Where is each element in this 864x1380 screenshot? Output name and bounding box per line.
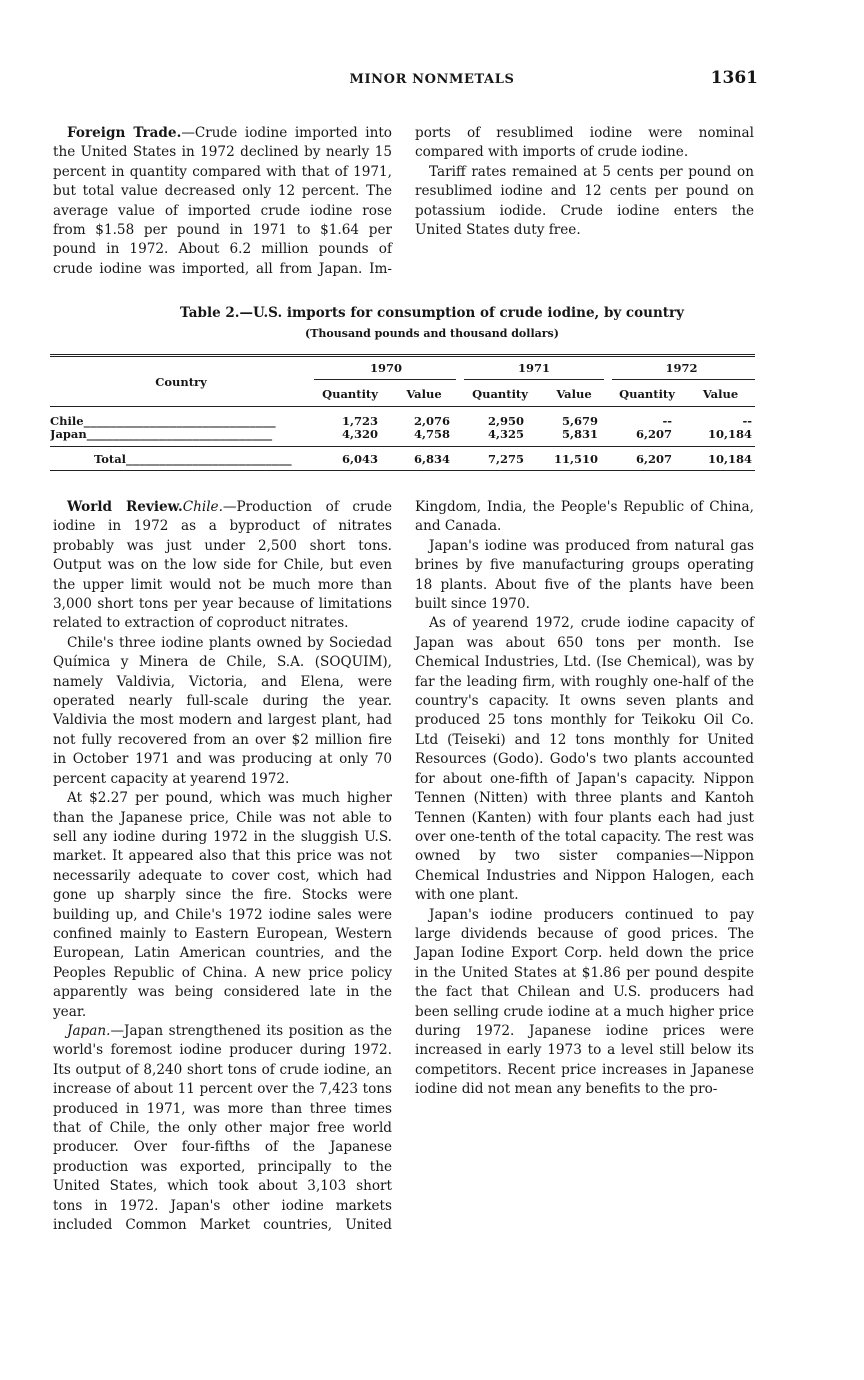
cell-chile-1972-quantity: -- xyxy=(662,414,672,428)
subheader-value-1970: Value xyxy=(406,387,442,401)
table-total-rule xyxy=(50,446,755,447)
cell-chile-1970-quantity: 1,723 xyxy=(341,414,378,428)
cell-japan-1971-quantity: 4,325 xyxy=(487,427,524,441)
year-underline-1971 xyxy=(464,379,604,380)
cell-total-1970-quantity: 6,043 xyxy=(341,452,378,466)
row-label-total: Total xyxy=(94,452,127,466)
cell-japan-1971-value: 5,831 xyxy=(561,427,598,441)
year-header-1971: 1971 xyxy=(517,361,550,375)
japan-paragraph-4: Japan's iodine producers continued to pay large dividends because of good prices. The Japan Iodine Export Corp. held down the price in the United States at $1.86 per pound despite the fact that Chilean and U.S. producers had been selling crude iodine at a much higher price during 1972. Japanese iodine prices were increased in early 1973 to a level still below its competitors. Recent price increases in Japanese iodine did not mean any benefits to the pro- xyxy=(415,906,754,1098)
cell-total-1971-value: 11,510 xyxy=(553,452,598,466)
cell-chile-1971-quantity: 2,950 xyxy=(487,414,524,428)
table-row-japan-stub xyxy=(50,427,312,442)
cell-chile-1970-value: 2,076 xyxy=(413,414,450,428)
subheader-quantity-1972: Quantity xyxy=(619,387,675,401)
table-top-rule xyxy=(50,354,755,357)
subheader-quantity-1970: Quantity xyxy=(322,387,378,401)
cell-japan-1970-value: 4,758 xyxy=(413,427,450,441)
world-review-columns xyxy=(53,498,754,1238)
country-column-header: Country xyxy=(155,375,207,389)
table-subcaption: (Thousand pounds and thousand dollars) xyxy=(305,327,559,340)
imports-table xyxy=(50,354,755,472)
world-review-heading: World Review. xyxy=(67,499,183,515)
page-number: 1361 xyxy=(710,68,758,88)
chile-paragraph-3: At $2.27 per pound, which was much higher than the Japanese price, Chile was not able to sell any iodine during 1972 in the sluggish U.S. market. It appeared also that this price was not necessarily adequate to cover cost, which had gone up sharply since the fire. Stocks were building up, and Chile's 1972 iodine sales were confined mainly to Eastern European, Western European, Latin American countries, and the Peoples Republic of China. A new price policy apparently was being considered late in the year. xyxy=(53,790,392,1020)
leader-dots: ____________________________ xyxy=(86,428,273,441)
leader-dots: _____________________________ xyxy=(83,415,276,428)
chile-paragraph-2: Chile's three iodine plants owned by Sociedad Química y Minera de Chile, S.A. (SOQUIM), namely Valdivia, Victoria, and Elena, were operated nearly full-scale during the year. Valdivia the most modern and largest plant, had not fully recovered from an over $2 million fire in October 1971 and was producing at only 70 percent capacity at yearend 1972. xyxy=(53,634,392,787)
year-header-1972: 1972 xyxy=(665,361,698,375)
cell-chile-1972-value: -- xyxy=(742,414,752,428)
cell-total-1971-quantity: 7,275 xyxy=(487,452,524,466)
table-header-rule xyxy=(50,406,755,407)
japan-paragraph-2: Japan's iodine was produced from natural gas brines by five manufacturing groups operating 18 plants. About five of the plants have been built since 1970. xyxy=(415,537,754,613)
chile-paragraph-1-text: —Production of crude iodine in 1972 as a byproduct of nitrates probably was just under 2,500 short tons. Output was on the low side for Chile, but even the upper limit would not be much more than 3,000 short tons per year because of limitations related to extraction of coproduct nitrates. xyxy=(53,499,392,632)
japan-paragraph-1-text: —Japan strengthened its position as the world's foremost iodine producer during 1972. Its output of 8,240 short tons of crude iodine, an increase of about 11 percent over the 7,423 tons produced in 1971, was more than three times that of Chile, the only other major free world producer. Over four-fifths of the Japanese production was exported, principally to the United States, which took about 3,103 short tons in 1972. Japan's other iodine markets included Common Market countries, United Kingdom, India, the People's Republic of China, and Canada. xyxy=(53,499,754,1234)
foreign-trade-text: —Crude iodine imported into the United States in 1972 declined by nearly 15 percent in quantity compared with that of 1971, but total value decreased only 12 percent. The average value of imported crude iodine rose from $1.58 per pound in 1971 to $1.64 per pound in 1972. About 6.2 million pounds of crude iodine was imported, all from Japan. Imports of resublimed iodine were nominal compared with imports of crude iodine. xyxy=(53,125,754,277)
subheader-quantity-1971: Quantity xyxy=(472,387,528,401)
table-caption: Table 2.—U.S. imports for consumption of crude iodine, by country xyxy=(180,305,684,321)
table-bottom-rule xyxy=(50,470,755,471)
tariff-paragraph: Tariff rates remained at 5 cents per pound on resublimed iodine and 12 cents per pound on potassium iodide. Crude iodine enters the United States duty free. xyxy=(415,163,754,239)
cell-total-1972-value: 10,184 xyxy=(707,452,752,466)
leader-dots: _________________________ xyxy=(126,453,292,466)
subheader-value-1971: Value xyxy=(556,387,592,401)
cell-japan-1970-quantity: 4,320 xyxy=(341,427,378,441)
cell-total-1970-value: 6,834 xyxy=(413,452,450,466)
subheader-value-1972: Value xyxy=(702,387,739,401)
year-underline-1970 xyxy=(314,379,456,380)
japan-paragraph-3: As of yearend 1972, crude iodine capacity of Japan was about 650 tons per month. Ise Chemical Industries, Ltd. (Ise Chemical), was by far the leading firm, with roughly one-half of the country's capacity. It owns seven plants and produced 25 tons monthly for Teikoku Oil Co. Ltd (Teiseki) and 12 tons monthly for United Resources (Godo). Godo's two plants accounted for about one-fifth of Japan's capacity. Nippon Tennen (Nitten) with three plants and Kantoh Tennen (Kanten) with four plants each had just over one-tenth of the total capacity. The rest was owned by two sister companies—Nippon Chemical Industries and Nippon Halogen, each with one plant. xyxy=(415,615,754,904)
cell-chile-1971-value: 5,679 xyxy=(561,414,598,428)
intro-columns xyxy=(53,124,754,284)
chile-subheading: Chile. xyxy=(182,499,223,515)
cell-total-1972-quantity: 6,207 xyxy=(635,452,672,466)
japan-subheading: Japan. xyxy=(67,1022,111,1039)
foreign-trade-heading: Foreign Trade. xyxy=(67,125,182,141)
cell-japan-1972-value: 10,184 xyxy=(707,427,752,441)
cell-japan-1972-quantity: 6,207 xyxy=(635,427,672,441)
year-header-1970: 1970 xyxy=(369,361,402,375)
row-label-japan: Japan xyxy=(50,427,87,441)
row-label-chile: Chile xyxy=(50,414,84,428)
table-row-total-stub xyxy=(94,452,312,467)
world-review-chile-paragraph-1 xyxy=(53,498,392,634)
year-underline-1972 xyxy=(612,379,755,380)
running-header: MINOR NONMETALS xyxy=(349,72,515,87)
